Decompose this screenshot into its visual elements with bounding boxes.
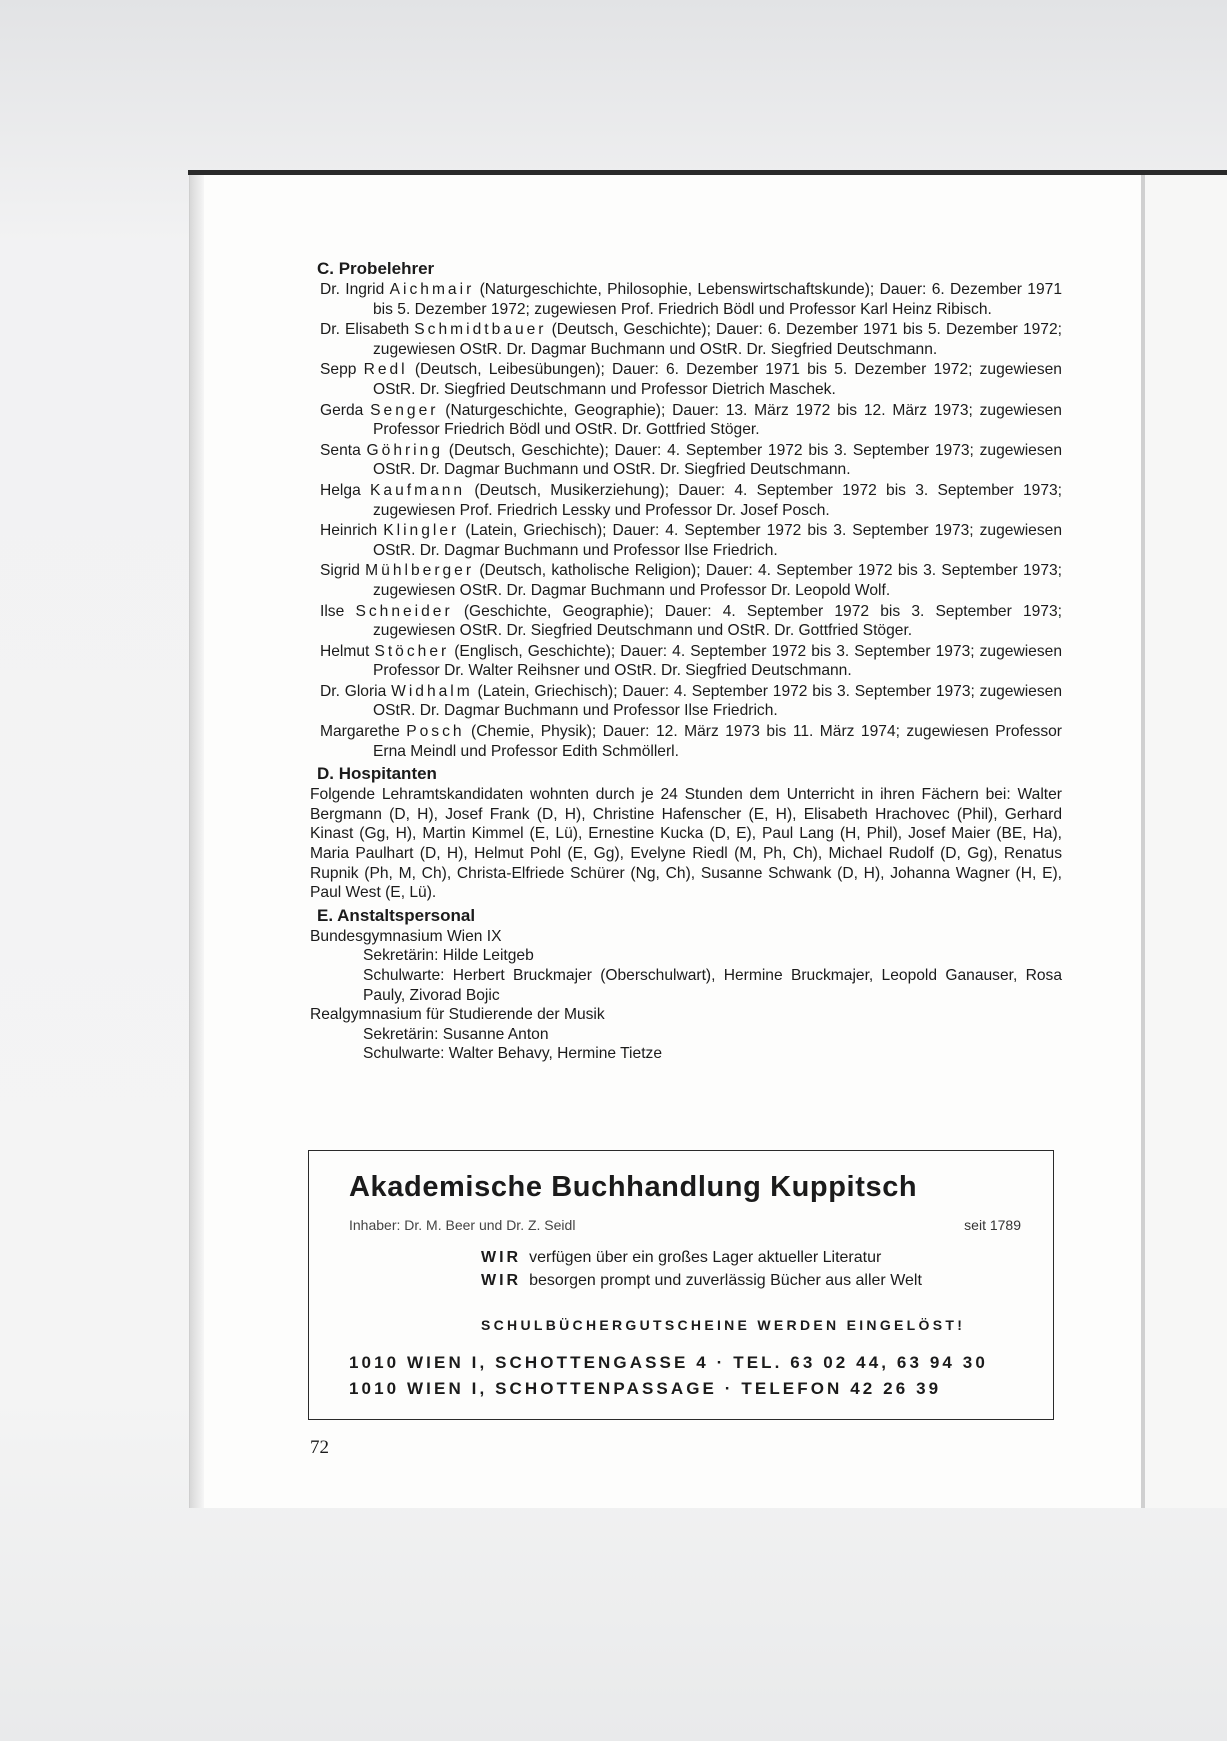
ad-address-line: 1010 WIEN I, SCHOTTENPASSAGE · TELEFON 42 26 39 — [349, 1379, 942, 1398]
school-name: Bundesgymnasium Wien IX — [310, 927, 502, 945]
entry-prefix: Margarethe — [320, 723, 407, 741]
page-left-edge — [190, 175, 204, 1508]
ad-wir: WIR — [481, 1272, 522, 1289]
entry-text: (Naturgeschichte, Philosophie, Lebenswirtschaftskunde); Dauer: 6. Dezember 1971 bis 5. Dezember 1972; zugewiesen Prof. Friedrich Bödl und Professor Karl Heinz Ribisch. — [373, 281, 1062, 318]
ad-line-text: besorgen prompt und zuverlässig Bücher aus aller Welt — [529, 1272, 922, 1289]
list-item — [310, 521, 1062, 560]
list-item — [310, 360, 1062, 399]
list-item — [310, 401, 1062, 440]
facing-page — [1145, 175, 1227, 1508]
page-content — [310, 256, 1062, 1064]
entry-surname: Mühlberger — [365, 562, 475, 580]
school-secretary: Sekretärin: Hilde Leitgeb — [363, 947, 534, 965]
list-item — [310, 642, 1062, 681]
entry-prefix: Gerda — [320, 401, 371, 419]
entry-prefix: Senta — [320, 441, 367, 459]
bookshop-since: seit 1789 — [964, 1217, 1021, 1233]
bookshop-advertisement — [308, 1150, 1054, 1420]
school-name: Realgymnasium für Studierende der Musik — [310, 1006, 605, 1024]
school-secretary: Sekretärin: Susanne Anton — [363, 1025, 549, 1043]
page-top-edge — [188, 170, 1227, 175]
section-heading-probelehrer: C. Probelehrer — [317, 259, 435, 278]
probelehrer-list — [310, 280, 1062, 761]
list-item — [310, 320, 1062, 359]
entry-prefix: Ilse — [320, 602, 356, 620]
list-item — [310, 280, 1062, 319]
entry-prefix: Sigrid — [320, 562, 366, 580]
entry-surname: Kaufmann — [370, 481, 466, 499]
entry-surname: Göhring — [366, 441, 443, 459]
list-item — [310, 682, 1062, 721]
list-item — [310, 722, 1062, 761]
ad-voucher-notice: SCHULBÜCHERGUTSCHEINE WERDEN EINGELÖST! — [481, 1317, 966, 1333]
bookshop-name: Akademische Buchhandlung Kuppitsch — [349, 1171, 918, 1203]
entry-prefix: Dr. Elisabeth — [320, 321, 415, 339]
entry-surname: Klingler — [383, 522, 460, 540]
page-number: 72 — [310, 1437, 329, 1458]
entry-text: (Geschichte, Geographie); Dauer: 4. September 1972 bis 3. September 1973; zugewiesen OStR. Dr. Siegfried Deutschmann und OStR. Dr. Gottfried Stöger. — [373, 602, 1062, 640]
entry-prefix: Dr. Ingrid — [320, 281, 390, 298]
ad-line-stock — [481, 1249, 881, 1267]
ad-wir: WIR — [481, 1249, 522, 1266]
entry-prefix: Sepp — [320, 361, 364, 379]
entry-text: (Latein, Griechisch); Dauer: 4. September 1972 bis 3. September 1973; zugewiesen OStR. Dr. Dagmar Buchmann und Professor Ilse Friedrich. — [373, 522, 1062, 559]
school-caretakers: Schulwarte: Herbert Bruckmajer (Oberschulwart), Hermine Bruckmajer, Leopold Ganauser, Rosa Pauly, Zivorad Bojic — [363, 967, 1062, 1004]
section-heading-hospitanten: D. Hospitanten — [317, 764, 437, 784]
entry-text: (Naturgeschichte, Geographie); Dauer: 13. März 1972 bis 12. März 1973; zugewiesen Professor Friedrich Bödl und OStR. Dr. Gottfried Stöger. — [373, 401, 1062, 439]
hospitanten-paragraph: Folgende Lehramtskandidaten wohnten durch je 24 Stunden dem Unterricht in ihren Fächern bei: Walter Bergmann (D, H), Josef Frank (D, H), Christine Hafenscher (E, H), Elisabeth Hrachovec (Phil), Gerhard Kinast (Gg, H), Martin Kimmel (E, Lü), Ernestine Kucka (D, E), Paul Lang (H, Phil), Josef Maier (BE, Ha), Maria Paulhart (D, H), Helmut Pohl (E, Gg), Evelyne Riedl (M, Ph, Ch), Michael Rudolf (D, Gg), Renatus Rupnik (Ph, M, Ch), Christa-Elfriede Schürer (Ng, Ch), Susanne Schwank (D, H), Johanna Wagner (H, E), Paul West (E, Lü). — [310, 786, 1062, 902]
ad-line-order — [481, 1272, 922, 1290]
entry-text: (Deutsch, katholische Religion); Dauer: 4. September 1972 bis 3. September 1973; zugewiesen OStR. Dr. Dagmar Buchmann und Professor Dr. Leopold Wolf. — [373, 562, 1062, 599]
entry-text: (Deutsch, Musikerziehung); Dauer: 4. September 1972 bis 3. September 1973; zugewiesen Prof. Friedrich Lessky und Professor Dr. Josef Posch. — [373, 481, 1063, 519]
entry-surname: Posch — [406, 723, 465, 741]
entry-surname: Aichmair — [389, 281, 475, 298]
list-item — [310, 602, 1062, 641]
entry-surname: Senger — [370, 401, 439, 419]
entry-text: (Chemie, Physik); Dauer: 12. März 1973 bis 11. März 1974; zugewiesen Professor Erna Meindl und Professor Edith Schmöllerl. — [373, 723, 1062, 760]
list-item — [310, 481, 1062, 520]
entry-surname: Schmidtbauer — [414, 321, 547, 339]
ad-line-text: verfügen über ein großes Lager aktueller Literatur — [529, 1249, 882, 1266]
entry-surname: Stöcher — [374, 642, 450, 660]
entry-surname: Schneider — [355, 602, 453, 620]
list-item — [310, 441, 1062, 480]
entry-text: (Deutsch, Leibesübungen); Dauer: 6. Dezember 1971 bis 5. Dezember 1972; zugewiesen OStR. Dr. Siegfried Deutschmann und Professor Dietrich Maschek. — [373, 361, 1062, 398]
bookshop-owners: Inhaber: Dr. M. Beer und Dr. Z. Seidl — [349, 1217, 576, 1233]
school-caretakers: Schulwarte: Walter Behavy, Hermine Tietze — [363, 1045, 662, 1063]
entry-text: (Englisch, Geschichte); Dauer: 4. September 1972 bis 3. September 1973; zugewiesen Professor Dr. Walter Reihsner und OStR. Dr. Siegfried Deutschmann. — [373, 642, 1062, 680]
section-heading-anstaltspersonal: E. Anstaltspersonal — [317, 905, 476, 925]
entry-text: (Deutsch, Geschichte); Dauer: 6. Dezember 1971 bis 5. Dezember 1972; zugewiesen OStR. Dr. Dagmar Buchmann und OStR. Dr. Siegfried Deutschmann. — [373, 321, 1062, 358]
entry-surname: Widhalm — [391, 682, 473, 700]
entry-surname: Redl — [363, 361, 408, 379]
ad-address-line: 1010 WIEN I, SCHOTTENGASSE 4 · TEL. 63 02 44, 63 94 30 — [349, 1353, 988, 1372]
entry-prefix: Helga — [320, 481, 370, 499]
entry-prefix: Heinrich — [320, 522, 384, 540]
entry-prefix: Dr. Gloria — [320, 682, 392, 700]
entry-text: (Deutsch, Geschichte); Dauer: 4. September 1972 bis 3. September 1973; zugewiesen OStR. Dr. Dagmar Buchmann und OStR. Dr. Siegfried Deutschmann. — [373, 441, 1062, 479]
entry-prefix: Helmut — [320, 642, 375, 660]
list-item — [310, 561, 1062, 600]
entry-text: (Latein, Griechisch); Dauer: 4. September 1972 bis 3. September 1973; zugewiesen OStR. Dr. Dagmar Buchmann und Professor Ilse Friedrich. — [373, 682, 1063, 720]
